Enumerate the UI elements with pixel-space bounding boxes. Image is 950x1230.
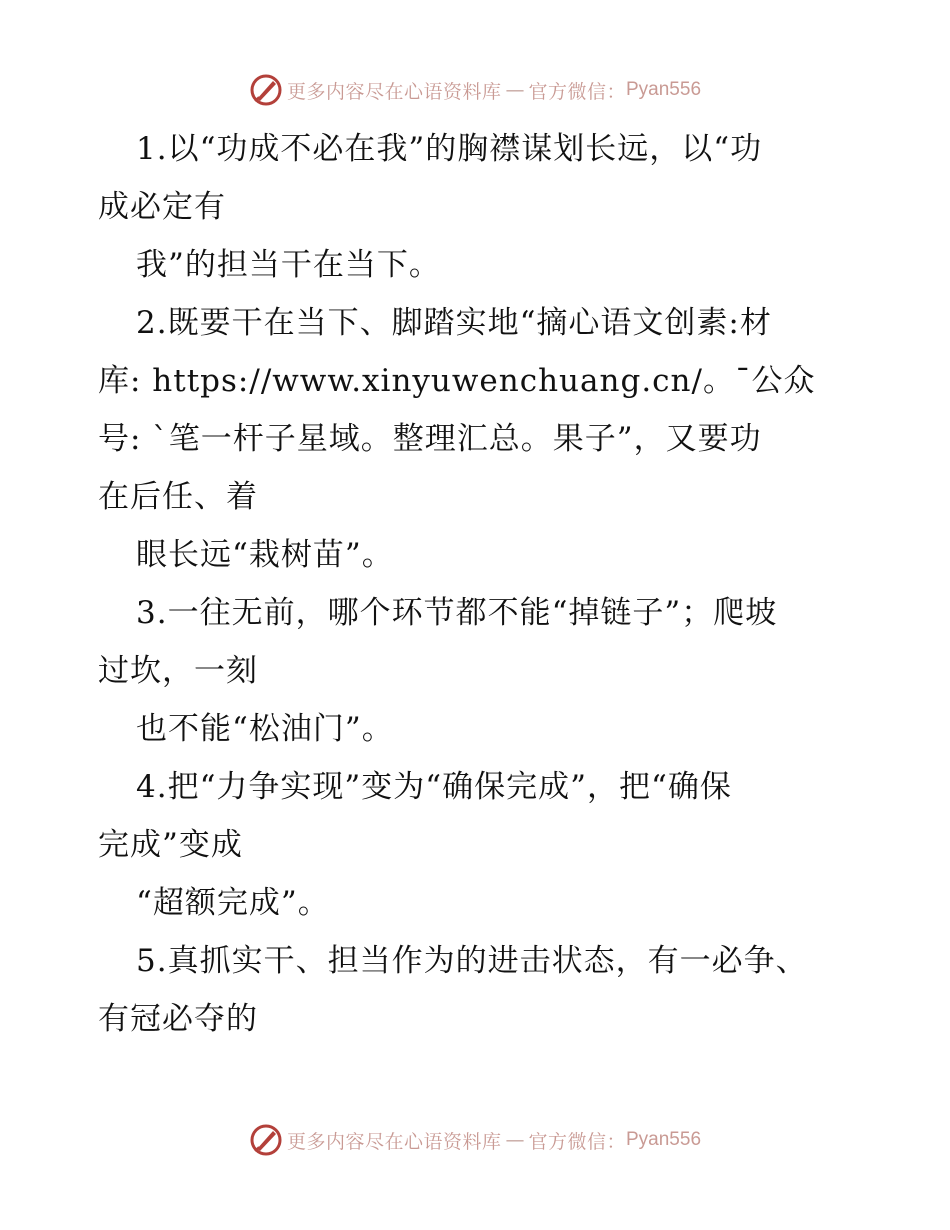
watermark-separator: — xyxy=(505,79,525,101)
watermark-text: 更多内容尽在心语资料库 xyxy=(286,1130,502,1153)
watermark-contact: 官方微信： xyxy=(528,80,626,103)
text-line: 眼长远“栽树苗”。 xyxy=(136,537,394,573)
quill-logo-icon xyxy=(249,73,283,107)
text-line: 5.真抓实干、担当作为的进击状态，有一必争、 xyxy=(136,943,808,979)
text-line: 有冠必夺的 xyxy=(98,1001,258,1037)
text-line: 2.既要干在当下、脚踏实地“摘心语文创素:材 xyxy=(136,305,772,341)
footer-watermark xyxy=(0,1120,950,1160)
text-line: 我”的担当干在当下。 xyxy=(136,247,441,283)
text-line: “超额完成”。 xyxy=(136,885,330,921)
text-line: 也不能“松油门”。 xyxy=(136,711,394,747)
text-line: 完成”变成 xyxy=(98,827,243,863)
watermark-handle: Pyan556 xyxy=(626,79,702,100)
text-line: 在后任、着 xyxy=(98,479,258,515)
header-watermark xyxy=(0,70,950,110)
text-line: 1.以“功成不必在我”的胸襟谋划长远，以“功 xyxy=(136,131,763,167)
watermark-separator: — xyxy=(505,1129,525,1151)
text-line: 号: `笔一杆子星域。整理汇总。果子”，又要功 xyxy=(98,421,762,457)
text-line: 成必定有 xyxy=(98,189,226,225)
watermark-handle: Pyan556 xyxy=(626,1129,702,1150)
text-line: 4.把“力争实现”变为“确保完成”，把“确保 xyxy=(136,769,732,805)
watermark-text: 更多内容尽在心语资料库 xyxy=(286,80,502,103)
document-body xyxy=(98,120,858,1048)
quill-logo-icon xyxy=(249,1123,283,1157)
text-line: 3.一往无前，哪个环节都不能“掉链子”；爬坡 xyxy=(136,595,778,631)
text-line: 过坎，一刻 xyxy=(98,653,258,689)
text-line: 库: https://www.xinyuwenchuang.cn/。¯公众 xyxy=(98,363,816,399)
watermark-contact: 官方微信： xyxy=(528,1130,626,1153)
